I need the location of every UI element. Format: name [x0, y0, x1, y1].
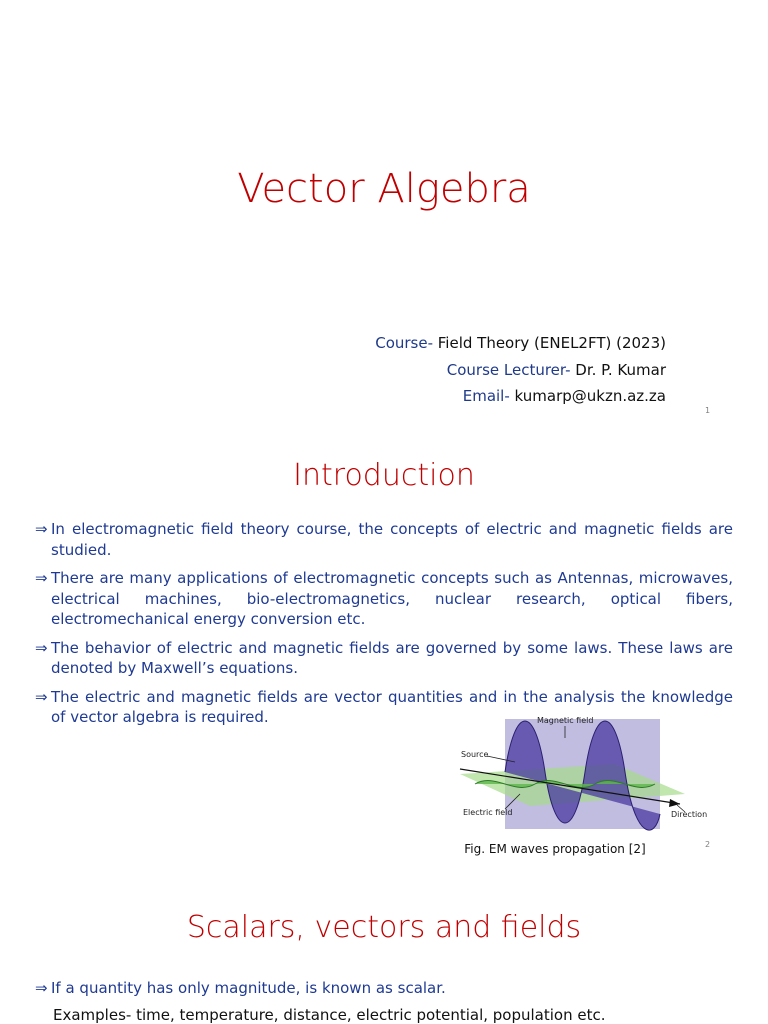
- slide-title-scalars-vectors: Scalars, vectors and fields: [186, 910, 582, 945]
- course-value: Field Theory (ENEL2FT) (2023): [433, 334, 666, 352]
- electric-field-label: Electric field: [463, 808, 513, 817]
- course-line: [375, 330, 666, 357]
- arrow-icon: ⇒: [35, 638, 48, 657]
- course-label: Course-: [375, 334, 433, 352]
- course-info: [375, 330, 666, 410]
- em-wave-figure: [455, 714, 715, 844]
- magnetic-field-label: Magnetic field: [537, 716, 594, 725]
- lecturer-line: [375, 357, 666, 384]
- page-number: 1: [705, 406, 711, 415]
- bullet-list: [35, 519, 733, 736]
- slide-2: [0, 424, 768, 860]
- bullet-item: ⇒ The behavior of electric and magnetic fields are governed by some laws. These laws are denoted by Maxwell’s equations.: [35, 638, 733, 677]
- arrow-icon: ⇒: [35, 520, 48, 538]
- bullet-list: [35, 978, 733, 1007]
- figure-caption: Fig. EM waves propagation [2]: [464, 842, 646, 856]
- email-value: kumarp@ukzn.az.za: [509, 387, 666, 405]
- direction-label: Direction: [671, 810, 708, 819]
- email-line: [375, 383, 666, 410]
- slide-1: [0, 0, 768, 424]
- em-wave-diagram: [455, 714, 715, 844]
- page-number: 2: [705, 840, 711, 849]
- lecturer-label: Course Lecturer-: [446, 360, 571, 379]
- slide-title-introduction: Introduction: [293, 458, 475, 493]
- bullet-item: ⇒ If a quantity has only magnitude, is known as scalar.: [35, 979, 446, 997]
- arrow-icon: ⇒: [35, 569, 48, 587]
- examples-text: Examples- time, temperature, distance, electric potential, population etc.: [53, 1006, 606, 1024]
- slide-3: [0, 860, 768, 1024]
- arrow-icon: ⇒: [35, 687, 48, 706]
- source-label: Source: [461, 750, 489, 759]
- slide-title-vector-algebra: Vector Algebra: [237, 166, 531, 212]
- lecturer-value: Dr. P. Kumar: [570, 360, 666, 379]
- email-label: Email-: [462, 387, 510, 405]
- bullet-item: ⇒ In electromagnetic field theory course, the concepts of electric and magnetic fields are studied.: [35, 520, 733, 559]
- bullet-item: ⇒ The electric and magnetic fields are vector quantities and in the analysis the knowledge of vector algebra is required.: [35, 687, 733, 726]
- bullet-item: ⇒ There are many applications of electromagnetic concepts such as Antennas, microwaves, electrical machines, bio-electromagnetics, nuclear research, optical fibers, electromechanical energy conversion etc.: [35, 569, 733, 628]
- arrow-icon: ⇒: [35, 979, 48, 997]
